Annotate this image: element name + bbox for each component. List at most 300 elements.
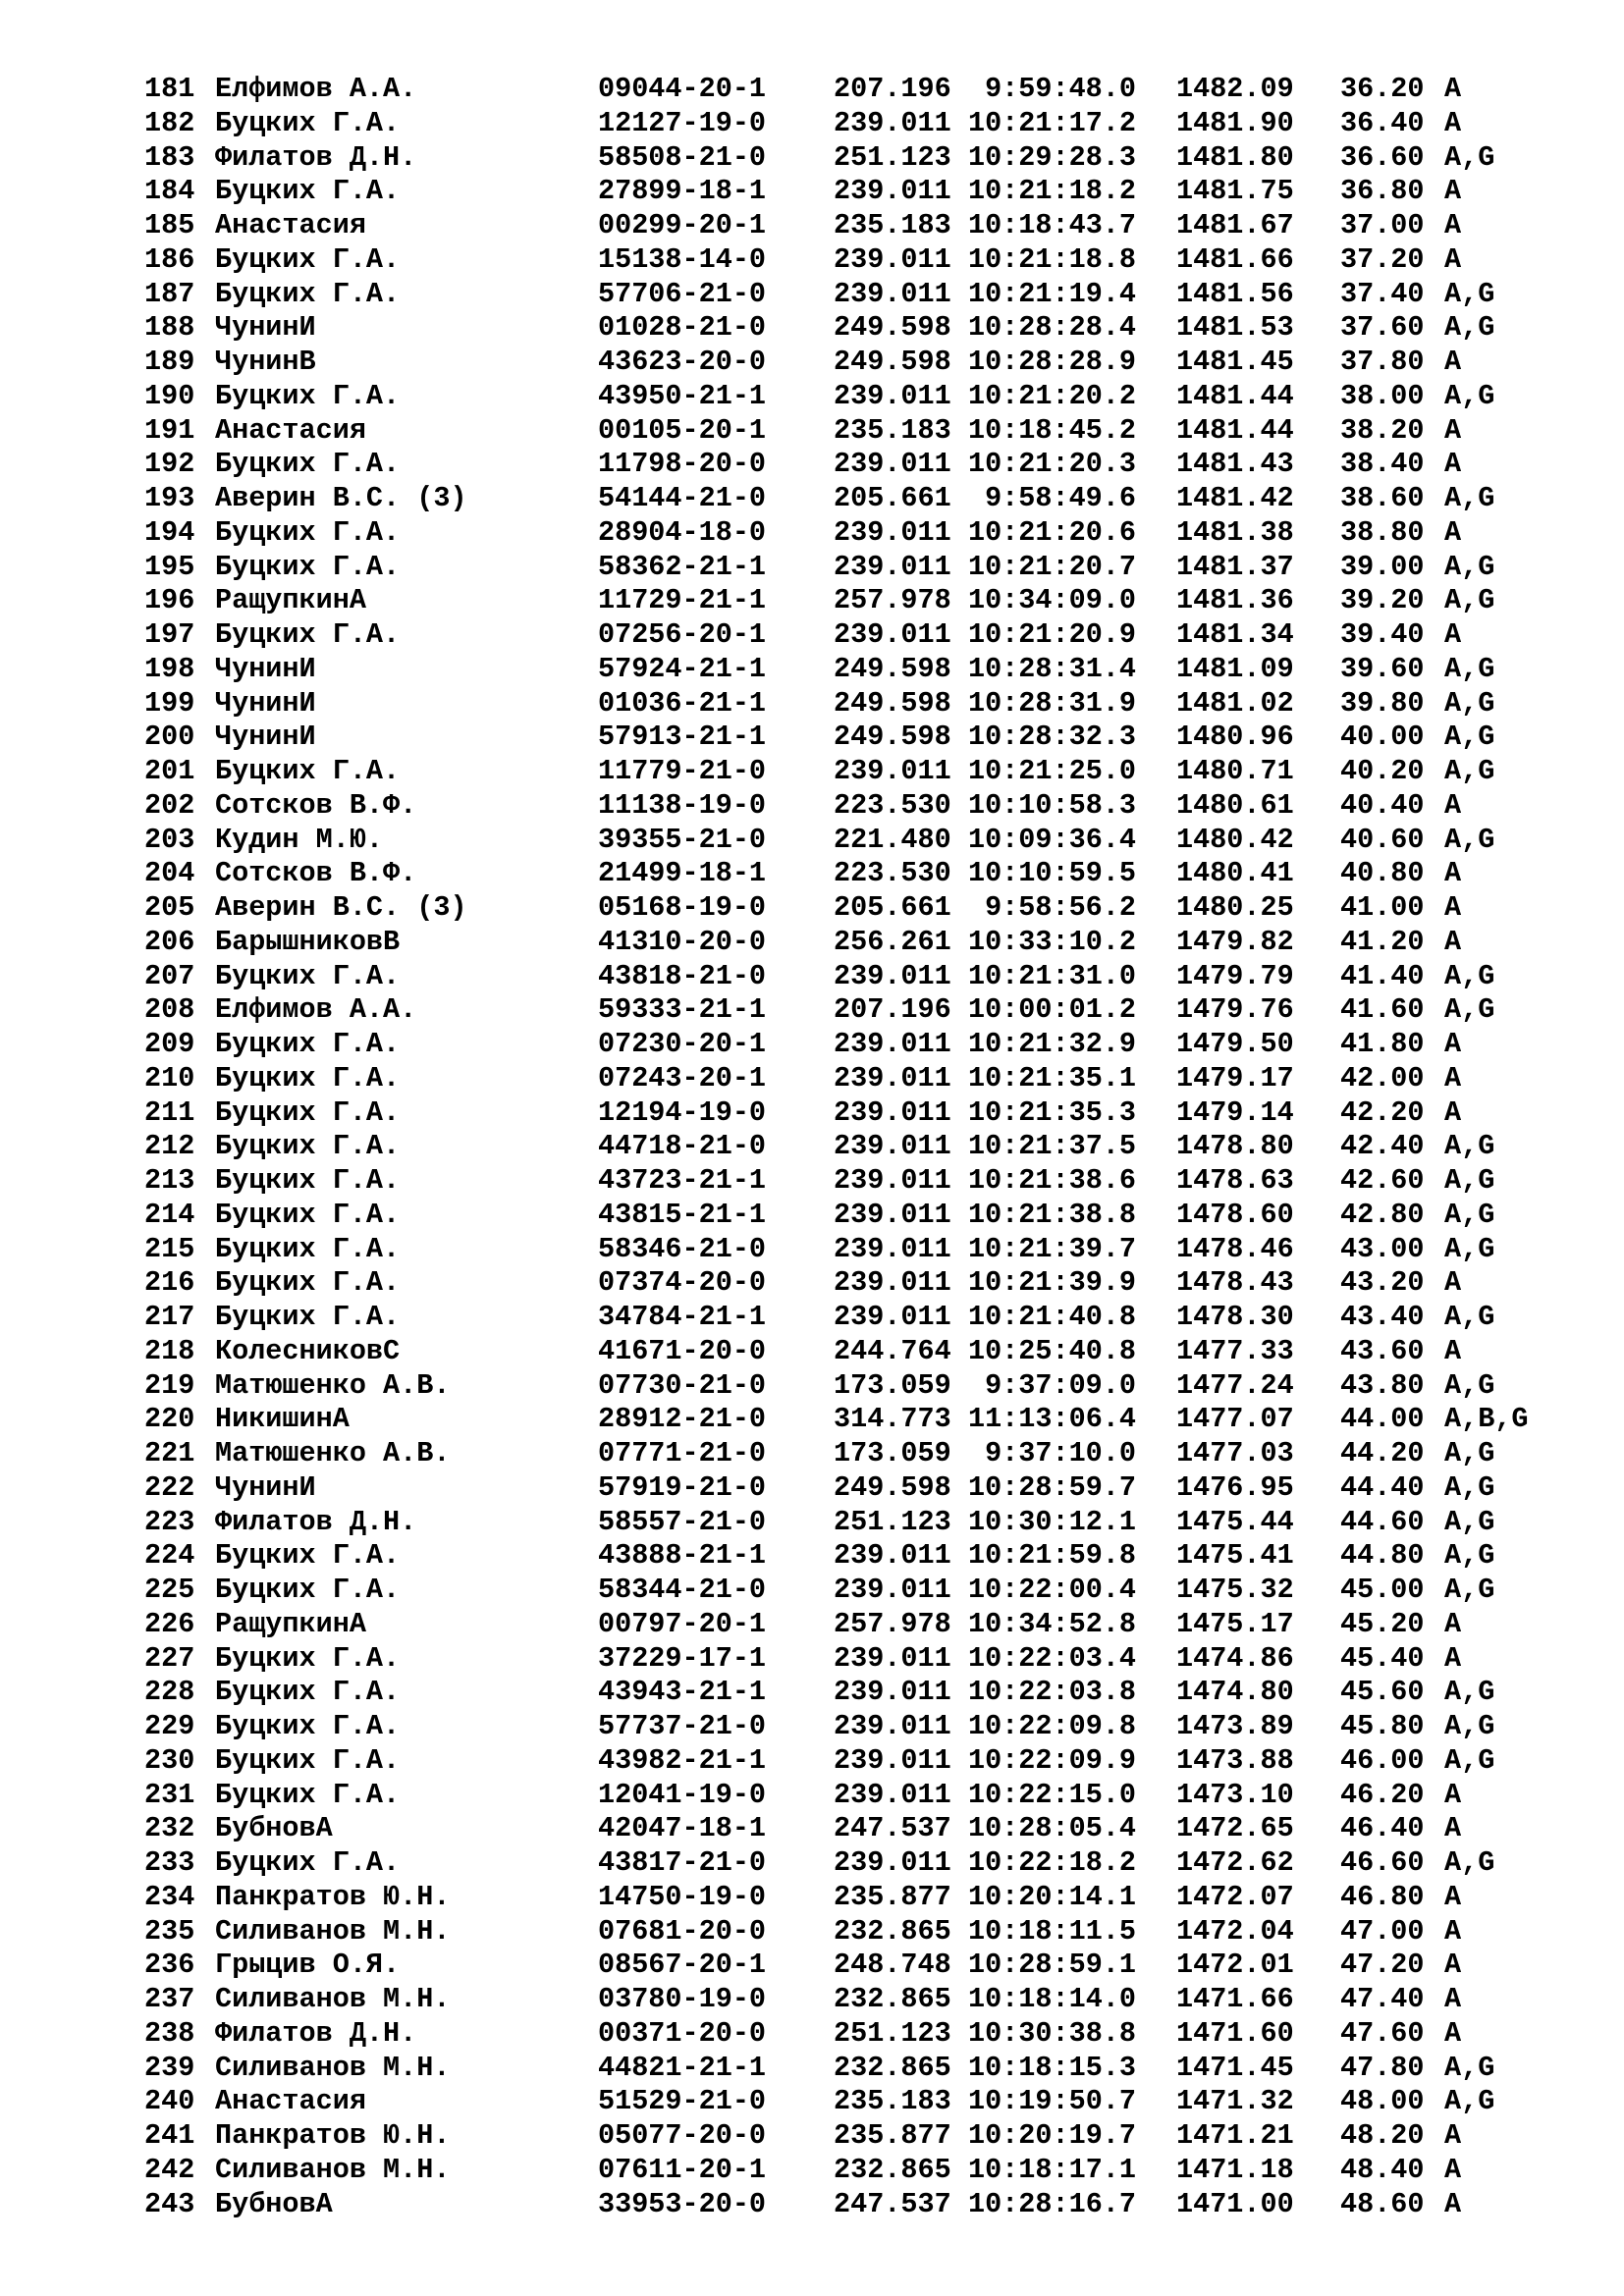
- place-number: 212: [144, 1130, 195, 1163]
- points: 36.40: [1340, 106, 1425, 139]
- ring-number: 43817-21-0: [598, 1846, 767, 1879]
- fancier-name: Силиванов М.Н.: [215, 2051, 451, 2084]
- flags: A,G: [1444, 1743, 1495, 1777]
- ring-number: 21499-18-1: [598, 857, 767, 890]
- place-number: 235: [144, 1914, 195, 1948]
- table-row: [144, 993, 1558, 1028]
- flags: A: [1444, 209, 1462, 241]
- fancier-name: Буцких Г.А.: [215, 618, 401, 651]
- flags: A: [1444, 1061, 1462, 1095]
- speed: 1474.80: [1176, 1676, 1294, 1709]
- arrival-time: 10:10:59.5: [967, 857, 1136, 890]
- points: 45.00: [1340, 1574, 1425, 1606]
- place-number: 209: [144, 1028, 195, 1060]
- distance: 239.011: [834, 1846, 951, 1879]
- flags: A: [1444, 1778, 1462, 1811]
- flags: A,G: [1444, 277, 1495, 310]
- fancier-name: Матюшенко А.В.: [215, 1368, 451, 1402]
- place-number: 221: [144, 1437, 195, 1469]
- distance: 235.183: [834, 209, 951, 241]
- flags: A: [1444, 2016, 1462, 2050]
- speed: 1471.00: [1176, 2187, 1294, 2220]
- ring-number: 57919-21-0: [598, 1470, 767, 1504]
- fancier-name: Буцких Г.А.: [215, 1028, 401, 1060]
- fancier-name: Буцких Г.А.: [215, 1301, 401, 1333]
- speed: 1481.36: [1176, 584, 1294, 617]
- table-row: [144, 278, 1558, 312]
- ring-number: 58346-21-0: [598, 1232, 767, 1265]
- arrival-time: 10:22:09.9: [967, 1743, 1136, 1777]
- speed: 1481.43: [1176, 448, 1294, 481]
- arrival-time: 10:28:16.7: [967, 2187, 1136, 2220]
- distance: 221.480: [834, 823, 951, 856]
- distance: 173.059: [834, 1437, 951, 1469]
- fancier-name: ЧунинВ: [215, 346, 316, 378]
- flags: A: [1444, 1949, 1462, 1982]
- ring-number: 43723-21-1: [598, 1164, 767, 1197]
- points: 39.60: [1340, 652, 1425, 685]
- flags: A,G: [1444, 755, 1495, 787]
- arrival-time: 10:21:31.0: [967, 959, 1136, 992]
- table-row: [144, 618, 1558, 653]
- distance: 205.661: [834, 891, 951, 924]
- speed: 1481.90: [1176, 106, 1294, 139]
- arrival-time: 10:28:59.1: [967, 1949, 1136, 1982]
- ring-number: 58344-21-0: [598, 1574, 767, 1606]
- speed: 1479.76: [1176, 993, 1294, 1027]
- flags: A,G: [1444, 1130, 1495, 1163]
- table-row: [144, 551, 1558, 585]
- ring-number: 09044-20-1: [598, 73, 767, 105]
- flags: A,G: [1444, 1198, 1495, 1231]
- table-row: [144, 1471, 1558, 1506]
- speed: 1480.42: [1176, 823, 1294, 856]
- speed: 1482.09: [1176, 73, 1294, 105]
- arrival-time: 10:21:32.9: [967, 1028, 1136, 1060]
- distance: 239.011: [834, 1539, 951, 1573]
- flags: A: [1444, 891, 1462, 924]
- ring-number: 07730-21-0: [598, 1368, 767, 1402]
- fancier-name: БубновА: [215, 1812, 333, 1845]
- points: 44.40: [1340, 1470, 1425, 1504]
- results-list: [144, 73, 1558, 2221]
- speed: 1481.53: [1176, 311, 1294, 345]
- speed: 1481.02: [1176, 686, 1294, 720]
- flags: A: [1444, 175, 1462, 208]
- table-row: [144, 926, 1558, 960]
- points: 41.20: [1340, 925, 1425, 958]
- fancier-name: ЧунинИ: [215, 652, 316, 685]
- fancier-name: Елфимов А.А.: [215, 73, 417, 105]
- arrival-time: 10:18:11.5: [967, 1914, 1136, 1948]
- speed: 1479.14: [1176, 1095, 1294, 1129]
- table-row: [144, 2188, 1558, 2222]
- place-number: 193: [144, 482, 195, 514]
- place-number: 210: [144, 1061, 195, 1095]
- place-number: 234: [144, 1880, 195, 1913]
- table-row: [144, 380, 1558, 414]
- points: 40.00: [1340, 721, 1425, 754]
- distance: 239.011: [834, 1061, 951, 1095]
- distance: 239.011: [834, 1641, 951, 1675]
- speed: 1477.03: [1176, 1437, 1294, 1469]
- table-row: [144, 209, 1558, 243]
- speed: 1473.10: [1176, 1778, 1294, 1811]
- speed: 1480.61: [1176, 788, 1294, 822]
- speed: 1475.41: [1176, 1539, 1294, 1573]
- arrival-time: 10:30:12.1: [967, 1505, 1136, 1538]
- flags: A,G: [1444, 1710, 1495, 1742]
- distance: 314.773: [834, 1403, 951, 1436]
- fancier-name: Буцких Г.А.: [215, 1676, 401, 1709]
- arrival-time: 10:33:10.2: [967, 925, 1136, 958]
- distance: 239.011: [834, 1743, 951, 1777]
- speed: 1481.42: [1176, 482, 1294, 514]
- speed: 1471.45: [1176, 2051, 1294, 2084]
- speed: 1477.24: [1176, 1368, 1294, 1402]
- fancier-name: Аверин В.С. (3): [215, 482, 467, 514]
- place-number: 200: [144, 721, 195, 754]
- fancier-name: Буцких Г.А.: [215, 106, 401, 139]
- arrival-time: 10:10:58.3: [967, 788, 1136, 822]
- flags: A: [1444, 242, 1462, 276]
- distance: 239.011: [834, 175, 951, 208]
- arrival-time: 11:13:06.4: [967, 1403, 1136, 1436]
- table-row: [144, 584, 1558, 618]
- ring-number: 27899-18-1: [598, 175, 767, 208]
- place-number: 230: [144, 1743, 195, 1777]
- fancier-name: Буцких Г.А.: [215, 277, 401, 310]
- table-row: [144, 824, 1558, 858]
- speed: 1479.50: [1176, 1028, 1294, 1060]
- points: 41.40: [1340, 959, 1425, 992]
- flags: A,G: [1444, 1539, 1495, 1573]
- points: 44.60: [1340, 1505, 1425, 1538]
- arrival-time: 10:21:20.6: [967, 515, 1136, 549]
- flags: A: [1444, 2153, 1462, 2186]
- speed: 1479.82: [1176, 925, 1294, 958]
- ring-number: 15138-14-0: [598, 242, 767, 276]
- fancier-name: Буцких Г.А.: [215, 755, 401, 787]
- place-number: 225: [144, 1574, 195, 1606]
- points: 44.20: [1340, 1437, 1425, 1469]
- points: 43.00: [1340, 1232, 1425, 1265]
- table-row: [144, 1506, 1558, 1540]
- place-number: 213: [144, 1164, 195, 1197]
- table-row: [144, 516, 1558, 551]
- fancier-name: Буцких Г.А.: [215, 515, 401, 549]
- ring-number: 07256-20-1: [598, 618, 767, 651]
- arrival-time: 10:18:17.1: [967, 2153, 1136, 2186]
- points: 38.80: [1340, 515, 1425, 549]
- table-row: [144, 1028, 1558, 1062]
- speed: 1475.17: [1176, 1607, 1294, 1640]
- fancier-name: Буцких Г.А.: [215, 448, 401, 481]
- speed: 1479.79: [1176, 959, 1294, 992]
- speed: 1480.96: [1176, 721, 1294, 754]
- arrival-time: 10:30:38.8: [967, 2016, 1136, 2050]
- place-number: 211: [144, 1095, 195, 1129]
- points: 42.40: [1340, 1130, 1425, 1163]
- distance: 223.530: [834, 857, 951, 890]
- place-number: 196: [144, 584, 195, 617]
- place-number: 226: [144, 1607, 195, 1640]
- ring-number: 12041-19-0: [598, 1778, 767, 1811]
- arrival-time: 10:28:59.7: [967, 1470, 1136, 1504]
- table-row: [144, 1233, 1558, 1267]
- points: 44.80: [1340, 1539, 1425, 1573]
- points: 43.20: [1340, 1266, 1425, 1300]
- ring-number: 57924-21-1: [598, 652, 767, 685]
- table-row: [144, 1403, 1558, 1437]
- ring-number: 14750-19-0: [598, 1880, 767, 1913]
- fancier-name: Буцких Г.А.: [215, 1710, 401, 1742]
- place-number: 216: [144, 1266, 195, 1300]
- flags: A,G: [1444, 686, 1495, 720]
- place-number: 195: [144, 550, 195, 583]
- flags: A: [1444, 1983, 1462, 2015]
- ring-number: 01036-21-1: [598, 686, 767, 720]
- arrival-time: 10:00:01.2: [967, 993, 1136, 1027]
- points: 36.60: [1340, 140, 1425, 174]
- ring-number: 07771-21-0: [598, 1437, 767, 1469]
- distance: 247.537: [834, 1812, 951, 1845]
- flags: A: [1444, 1266, 1462, 1300]
- table-row: [144, 414, 1558, 449]
- place-number: 236: [144, 1949, 195, 1982]
- points: 42.80: [1340, 1198, 1425, 1231]
- speed: 1478.43: [1176, 1266, 1294, 1300]
- table-row: [144, 891, 1558, 926]
- fancier-name: Панкратов Ю.Н.: [215, 2119, 451, 2152]
- arrival-time: 9:37:10.0: [985, 1437, 1136, 1469]
- arrival-time: 10:22:15.0: [967, 1778, 1136, 1811]
- arrival-time: 9:58:56.2: [985, 891, 1136, 924]
- place-number: 205: [144, 891, 195, 924]
- speed: 1481.67: [1176, 209, 1294, 241]
- table-row: [144, 243, 1558, 278]
- speed: 1481.38: [1176, 515, 1294, 549]
- distance: 232.865: [834, 2051, 951, 2084]
- fancier-name: Силиванов М.Н.: [215, 2153, 451, 2186]
- flags: A,G: [1444, 1505, 1495, 1538]
- flags: A: [1444, 1812, 1462, 1845]
- speed: 1481.45: [1176, 346, 1294, 378]
- fancier-name: Буцких Г.А.: [215, 242, 401, 276]
- flags: A: [1444, 106, 1462, 139]
- ring-number: 00797-20-1: [598, 1607, 767, 1640]
- table-row: [144, 1779, 1558, 1813]
- speed: 1481.44: [1176, 379, 1294, 412]
- ring-number: 43815-21-1: [598, 1198, 767, 1231]
- speed: 1481.75: [1176, 175, 1294, 208]
- ring-number: 59333-21-1: [598, 993, 767, 1027]
- table-row: [144, 482, 1558, 516]
- points: 48.40: [1340, 2153, 1425, 2186]
- place-number: 183: [144, 140, 195, 174]
- place-number: 202: [144, 788, 195, 822]
- ring-number: 54144-21-0: [598, 482, 767, 514]
- ring-number: 05168-19-0: [598, 891, 767, 924]
- place-number: 190: [144, 379, 195, 412]
- distance: 248.748: [834, 1949, 951, 1982]
- flags: A,G: [1444, 1301, 1495, 1333]
- fancier-name: Филатов Д.Н.: [215, 1505, 417, 1538]
- table-row: [144, 141, 1558, 176]
- speed: 1479.17: [1176, 1061, 1294, 1095]
- fancier-name: НикишинА: [215, 1403, 350, 1436]
- fancier-name: Силиванов М.Н.: [215, 1914, 451, 1948]
- points: 46.40: [1340, 1812, 1425, 1845]
- flags: A,G: [1444, 379, 1495, 412]
- table-row: [144, 2119, 1558, 2154]
- flags: A,G: [1444, 1470, 1495, 1504]
- arrival-time: 10:21:40.8: [967, 1301, 1136, 1333]
- place-number: 239: [144, 2051, 195, 2084]
- arrival-time: 9:37:09.0: [985, 1368, 1136, 1402]
- place-number: 188: [144, 311, 195, 345]
- ring-number: 12127-19-0: [598, 106, 767, 139]
- distance: 251.123: [834, 140, 951, 174]
- fancier-name: Буцких Г.А.: [215, 1164, 401, 1197]
- place-number: 222: [144, 1470, 195, 1504]
- fancier-name: Буцких Г.А.: [215, 1574, 401, 1606]
- place-number: 218: [144, 1334, 195, 1367]
- speed: 1481.37: [1176, 550, 1294, 583]
- ring-number: 41310-20-0: [598, 925, 767, 958]
- flags: A: [1444, 2119, 1462, 2152]
- distance: 235.877: [834, 1880, 951, 1913]
- distance: 251.123: [834, 2016, 951, 2050]
- place-number: 208: [144, 993, 195, 1027]
- ring-number: 34784-21-1: [598, 1301, 767, 1333]
- distance: 223.530: [834, 788, 951, 822]
- flags: A: [1444, 1914, 1462, 1948]
- speed: 1480.41: [1176, 857, 1294, 890]
- points: 45.20: [1340, 1607, 1425, 1640]
- points: 46.60: [1340, 1846, 1425, 1879]
- distance: 256.261: [834, 925, 951, 958]
- table-row: [144, 1983, 1558, 2017]
- distance: 251.123: [834, 1505, 951, 1538]
- place-number: 199: [144, 686, 195, 720]
- distance: 205.661: [834, 482, 951, 514]
- speed: 1480.71: [1176, 755, 1294, 787]
- table-row: [144, 1199, 1558, 1233]
- points: 46.80: [1340, 1880, 1425, 1913]
- flags: A,G: [1444, 1232, 1495, 1265]
- arrival-time: 10:21:20.7: [967, 550, 1136, 583]
- speed: 1475.32: [1176, 1574, 1294, 1606]
- points: 37.80: [1340, 346, 1425, 378]
- flags: A: [1444, 1028, 1462, 1060]
- distance: 239.011: [834, 379, 951, 412]
- distance: 232.865: [834, 2153, 951, 2186]
- distance: 207.196: [834, 73, 951, 105]
- distance: 249.598: [834, 311, 951, 345]
- distance: 247.537: [834, 2187, 951, 2220]
- points: 43.60: [1340, 1334, 1425, 1367]
- place-number: 231: [144, 1778, 195, 1811]
- flags: A: [1444, 1880, 1462, 1913]
- ring-number: 07243-20-1: [598, 1061, 767, 1095]
- points: 37.60: [1340, 311, 1425, 345]
- distance: 235.183: [834, 413, 951, 447]
- speed: 1476.95: [1176, 1470, 1294, 1504]
- flags: A,G: [1444, 1574, 1495, 1606]
- place-number: 243: [144, 2187, 195, 2220]
- place-number: 192: [144, 448, 195, 481]
- flags: A: [1444, 1607, 1462, 1640]
- distance: 239.011: [834, 618, 951, 651]
- place-number: 240: [144, 2085, 195, 2118]
- distance: 239.011: [834, 1095, 951, 1129]
- distance: 232.865: [834, 1983, 951, 2015]
- distance: 235.877: [834, 2119, 951, 2152]
- points: 41.80: [1340, 1028, 1425, 1060]
- place-number: 181: [144, 73, 195, 105]
- points: 43.40: [1340, 1301, 1425, 1333]
- arrival-time: 10:19:50.7: [967, 2085, 1136, 2118]
- speed: 1478.63: [1176, 1164, 1294, 1197]
- distance: 207.196: [834, 993, 951, 1027]
- distance: 239.011: [834, 1778, 951, 1811]
- ring-number: 12194-19-0: [598, 1095, 767, 1129]
- speed: 1481.44: [1176, 413, 1294, 447]
- ring-number: 11798-20-0: [598, 448, 767, 481]
- fancier-name: Буцких Г.А.: [215, 1232, 401, 1265]
- speed: 1480.25: [1176, 891, 1294, 924]
- arrival-time: 10:20:14.1: [967, 1880, 1136, 1913]
- distance: 235.183: [834, 2085, 951, 2118]
- table-row: [144, 721, 1558, 755]
- place-number: 182: [144, 106, 195, 139]
- flags: A,G: [1444, 584, 1495, 617]
- table-row: [144, 1335, 1558, 1369]
- arrival-time: 10:09:36.4: [967, 823, 1136, 856]
- points: 45.60: [1340, 1676, 1425, 1709]
- fancier-name: Филатов Д.Н.: [215, 140, 417, 174]
- speed: 1472.01: [1176, 1949, 1294, 1982]
- ring-number: 43623-20-0: [598, 346, 767, 378]
- points: 47.00: [1340, 1914, 1425, 1948]
- distance: 173.059: [834, 1368, 951, 1402]
- arrival-time: 10:21:37.5: [967, 1130, 1136, 1163]
- arrival-time: 10:21:17.2: [967, 106, 1136, 139]
- speed: 1481.56: [1176, 277, 1294, 310]
- fancier-name: БубновА: [215, 2187, 333, 2220]
- place-number: 194: [144, 515, 195, 549]
- table-row: [144, 687, 1558, 721]
- flags: A,G: [1444, 1164, 1495, 1197]
- points: 40.20: [1340, 755, 1425, 787]
- distance: 239.011: [834, 448, 951, 481]
- distance: 239.011: [834, 959, 951, 992]
- table-row: [144, 1676, 1558, 1710]
- distance: 249.598: [834, 721, 951, 754]
- arrival-time: 10:28:28.4: [967, 311, 1136, 345]
- table-row: [144, 1096, 1558, 1131]
- arrival-time: 10:18:15.3: [967, 2051, 1136, 2084]
- table-row: [144, 789, 1558, 824]
- place-number: 232: [144, 1812, 195, 1845]
- place-number: 191: [144, 413, 195, 447]
- ring-number: 37229-17-1: [598, 1641, 767, 1675]
- place-number: 227: [144, 1641, 195, 1675]
- fancier-name: Анастасия: [215, 413, 366, 447]
- arrival-time: 10:22:00.4: [967, 1574, 1136, 1606]
- fancier-name: Буцких Г.А.: [215, 550, 401, 583]
